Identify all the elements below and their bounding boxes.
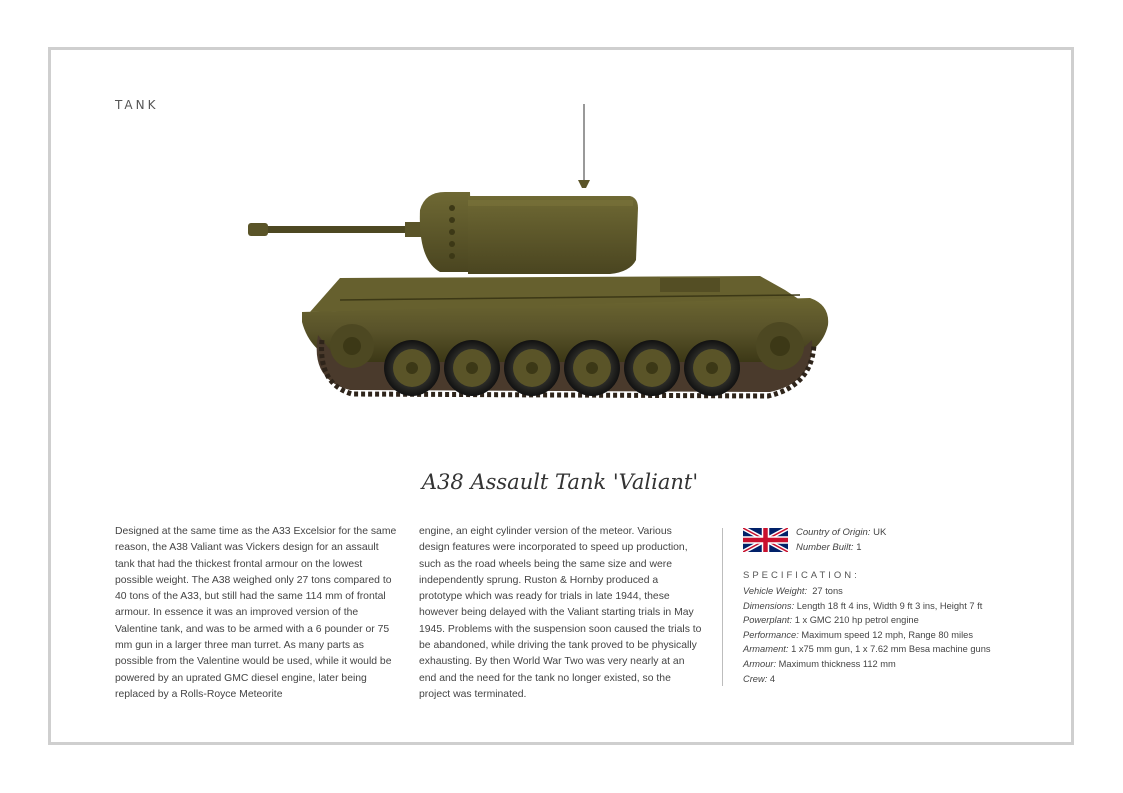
spec-label: Powerplant:	[743, 615, 793, 626]
spec-value: 27 tons	[812, 586, 843, 596]
spec-row	[743, 642, 1063, 657]
spec-value: 4	[769, 673, 776, 684]
country-label: Country of Origin:	[796, 527, 871, 538]
tank-illustration	[240, 100, 840, 410]
description-column-2: engine, an eight cylinder version of the meteor. Various design features were incorporated to speed up production, such as the road wheels being the same size and were independently sprung. Ruston & Hornby produced a prototype which was ready for trials in late 1944, these however being delayed with the Valiant starting trials in May 1945. Problems with the suspension soon caused the trials to be abandoned, while driving the tank proved to be physically exhausting. By then World War Two was very nearly at an end and the need for the tank no longer existed, so the project was terminated.	[419, 526, 702, 700]
spec-label: Crew:	[743, 673, 768, 684]
spec-value: 1 x75 mm gun, 1 x 7.62 mm Besa machine guns	[791, 644, 991, 655]
spec-value: Length 18 ft 4 ins, Width 9 ft 3 ins, Height 7 ft	[796, 600, 983, 611]
country-value: UK	[873, 527, 887, 538]
description-column-1: Designed at the same time as the A33 Excelsior for the same reason, the A38 Valiant was Vickers design for an assault tank that had the thickest frontal armour on the lowest possible weight. The A38 weighed only 27 tons compared to 40 tons of the A33, but still had the same 114 mm of frontal armour. In essence it was an improved version of the Valentine tank, and was to be armed with a 6 pounder or 75 mm gun in a larger three man turret. As many parts as possible from the Valentine would be used, while it would be powered by an uprated GMC diesel engine, later being replaced by a Rolls-Royce Meteorite	[115, 526, 397, 700]
category-label: TANK	[115, 98, 159, 112]
built-value: 1	[856, 541, 862, 553]
union-jack-flag-icon	[743, 528, 788, 552]
vehicle-title: A38 Assault Tank 'Valiant'	[421, 470, 699, 494]
built-label: Number Built:	[796, 541, 854, 553]
spec-row	[743, 672, 1063, 687]
spec-row	[743, 599, 1063, 614]
spec-label: Dimensions:	[743, 600, 795, 611]
spec-value: 1 x GMC 210 hp petrol engine	[794, 615, 919, 626]
specification-list	[743, 584, 1063, 686]
spec-label: Vehicle Weight:	[743, 586, 808, 596]
spec-label: Armament:	[743, 644, 789, 655]
specification-heading: SPECIFICATION:	[743, 570, 860, 581]
spec-value: Maximum speed 12 mph, Range 80 miles	[801, 629, 973, 640]
spec-value: Maximum thickness 112 mm	[778, 658, 896, 669]
spec-row	[743, 628, 1063, 643]
divider	[722, 528, 723, 686]
spec-row	[743, 613, 1063, 628]
spec-label: Armour:	[743, 658, 777, 669]
origin-info	[796, 526, 886, 555]
spec-row	[743, 657, 1063, 672]
spec-label: Performance:	[743, 629, 799, 640]
spec-row	[743, 584, 1063, 599]
